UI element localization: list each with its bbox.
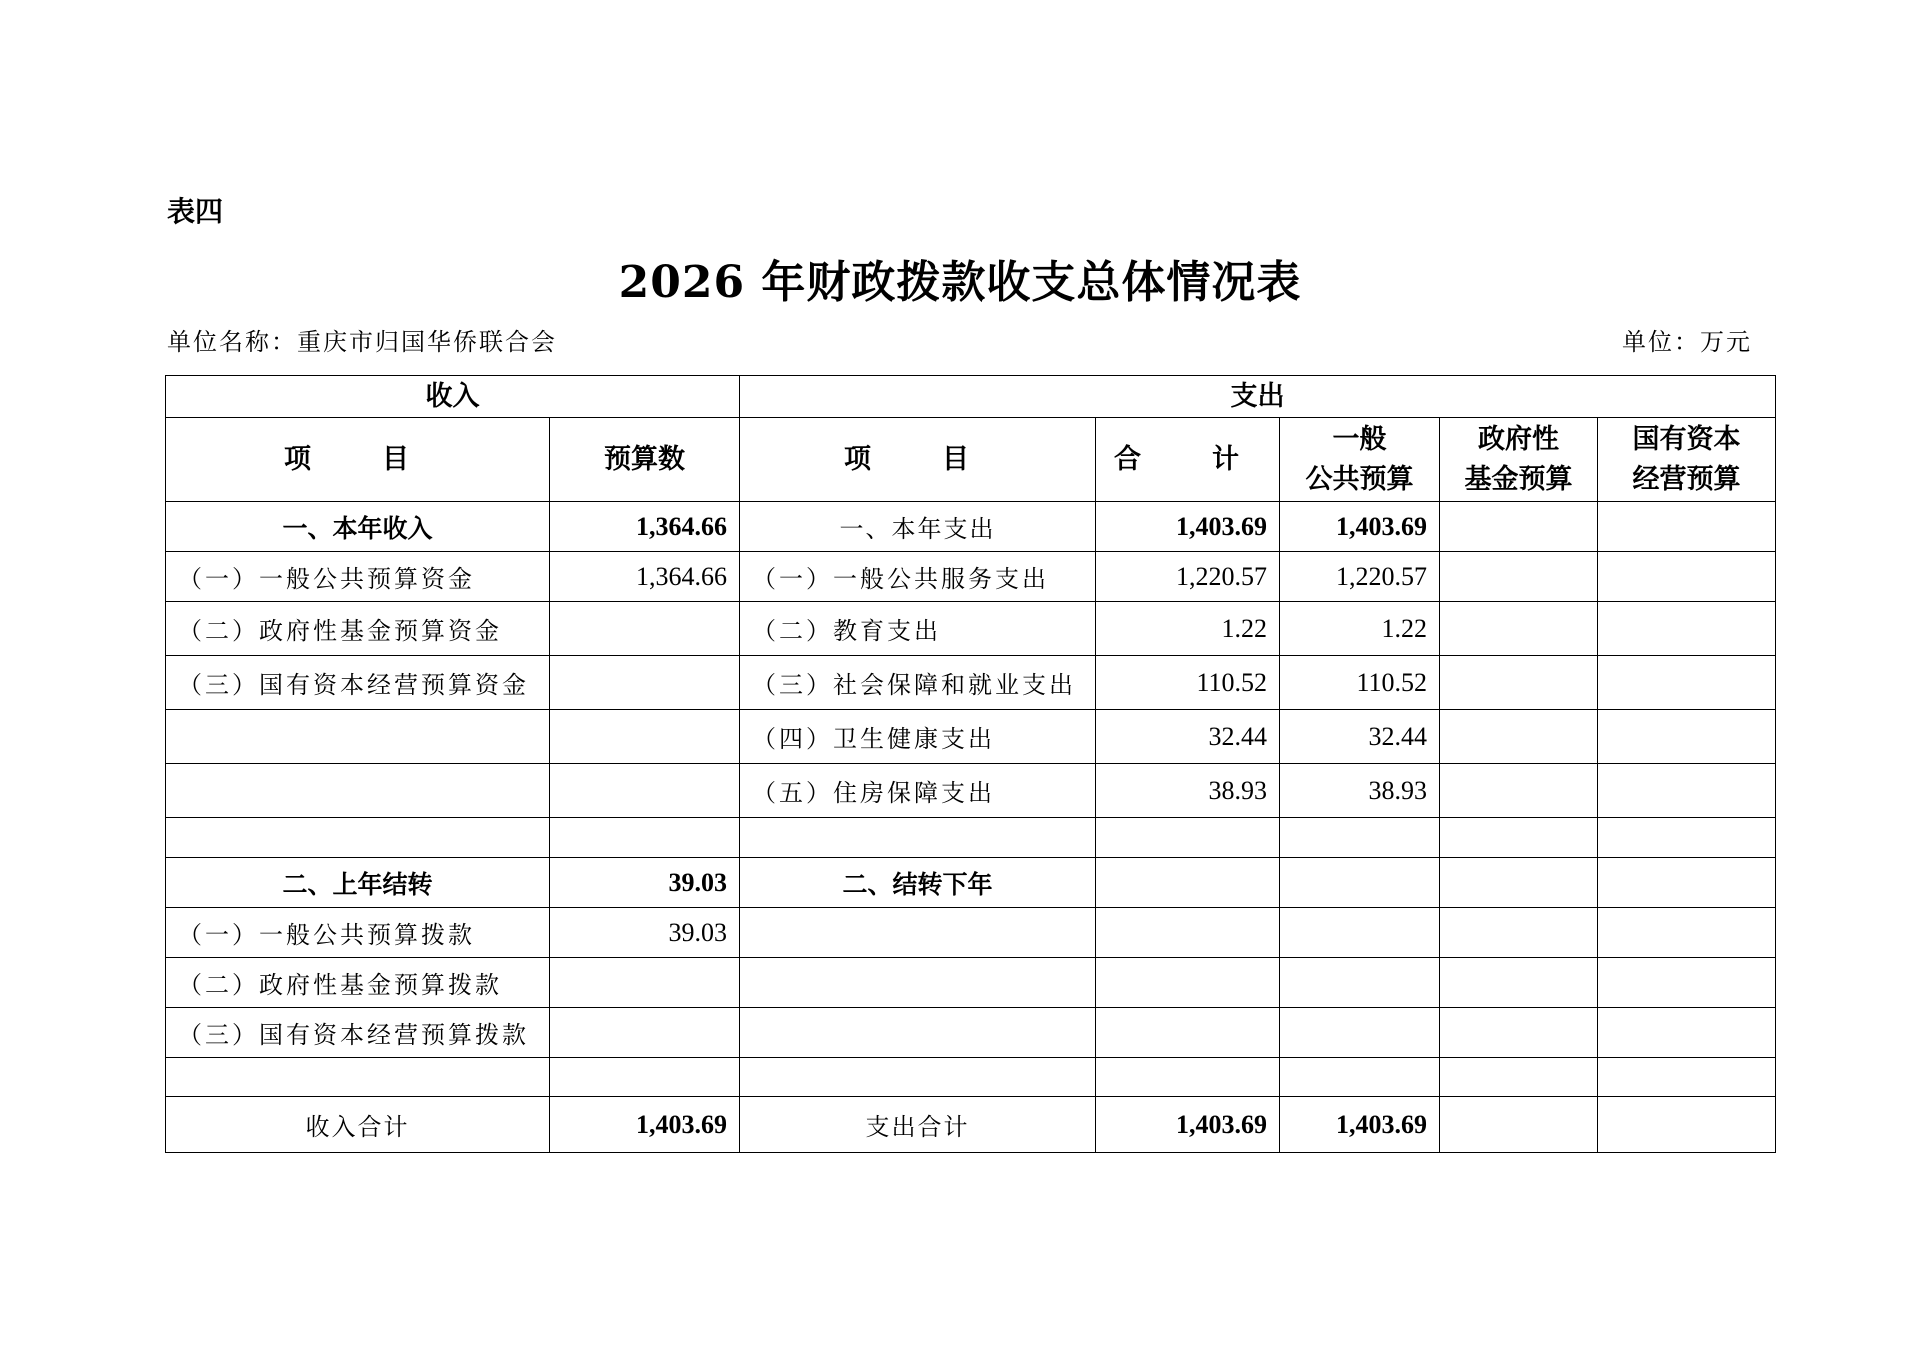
expense-item — [740, 1008, 1096, 1058]
income-amount — [550, 818, 740, 858]
expense-general — [1280, 1058, 1440, 1097]
income-item — [166, 1058, 550, 1097]
income-budget-header: 预算数 — [550, 418, 740, 502]
table-row — [166, 818, 1776, 858]
income-total-amount: 1,403.69 — [550, 1097, 740, 1153]
state-capital-header: 国有资本 经营预算 — [1598, 418, 1776, 502]
expense-general — [1280, 908, 1440, 958]
income-item — [166, 764, 550, 818]
table-row — [166, 710, 1776, 764]
expense-general: 38.93 — [1280, 764, 1440, 818]
income-item: 二、上年结转 — [166, 858, 550, 908]
expense-total: 1,220.57 — [1096, 552, 1280, 602]
income-amount — [550, 764, 740, 818]
expense-item: 一、本年支出 — [740, 502, 1096, 552]
header-row-1 — [166, 376, 1776, 418]
income-amount: 1,364.66 — [550, 502, 740, 552]
expense-fund — [1440, 1058, 1598, 1097]
table-row — [166, 1058, 1776, 1097]
expense-fund — [1440, 818, 1598, 858]
header-row-2 — [166, 418, 1776, 502]
expense-item — [740, 958, 1096, 1008]
income-item: （一）一般公共预算资金 — [166, 552, 550, 602]
expense-header: 支出 — [740, 376, 1776, 418]
table-row — [166, 858, 1776, 908]
expense-state — [1598, 908, 1776, 958]
income-item — [166, 710, 550, 764]
expense-general — [1280, 858, 1440, 908]
expense-fund — [1440, 1008, 1598, 1058]
expense-fund — [1440, 552, 1598, 602]
expense-total-header: 合 计 — [1096, 418, 1280, 502]
income-amount — [550, 656, 740, 710]
income-amount: 39.03 — [550, 858, 740, 908]
income-item: （二）政府性基金预算资金 — [166, 602, 550, 656]
expense-total — [1096, 1058, 1280, 1097]
expense-item — [740, 908, 1096, 958]
expense-state — [1598, 502, 1776, 552]
page-title: 2026 年财政拨款收支总体情况表 — [618, 257, 1302, 308]
expense-state — [1598, 552, 1776, 602]
expense-state — [1598, 764, 1776, 818]
expense-total-amount: 1,403.69 — [1096, 1097, 1280, 1153]
fund-budget-header: 政府性 基金预算 — [1440, 418, 1598, 502]
expense-general: 1.22 — [1280, 602, 1440, 656]
income-amount — [550, 1008, 740, 1058]
expense-general — [1280, 958, 1440, 1008]
table-row — [166, 1008, 1776, 1058]
expense-item — [740, 818, 1096, 858]
income-item: （二）政府性基金预算拨款 — [166, 958, 550, 1008]
budget-table — [165, 375, 1776, 1153]
expense-general — [1280, 818, 1440, 858]
total-row — [166, 1097, 1776, 1153]
general-budget-header: 一般 公共预算 — [1280, 418, 1440, 502]
expense-total — [1096, 818, 1280, 858]
income-amount: 39.03 — [550, 908, 740, 958]
table-label: 表四 — [167, 195, 224, 228]
expense-state — [1598, 1008, 1776, 1058]
expense-item: （二）教育支出 — [740, 602, 1096, 656]
expense-state — [1598, 818, 1776, 858]
expense-state — [1598, 958, 1776, 1008]
expense-general: 1,220.57 — [1280, 552, 1440, 602]
expense-total: 38.93 — [1096, 764, 1280, 818]
expense-item: （四）卫生健康支出 — [740, 710, 1096, 764]
expense-fund-total — [1440, 1097, 1598, 1153]
expense-fund — [1440, 502, 1598, 552]
expense-state — [1598, 858, 1776, 908]
income-amount — [550, 1058, 740, 1097]
expense-fund — [1440, 958, 1598, 1008]
expense-state — [1598, 710, 1776, 764]
income-item — [166, 818, 550, 858]
income-amount — [550, 958, 740, 1008]
expense-fund — [1440, 908, 1598, 958]
unit-name: 单位名称：重庆市归国华侨联合会 — [167, 328, 557, 356]
table-row — [166, 656, 1776, 710]
expense-fund — [1440, 764, 1598, 818]
income-header: 收入 — [166, 376, 740, 418]
expense-total — [1096, 958, 1280, 1008]
expense-total-label: 支出合计 — [740, 1097, 1096, 1153]
expense-general-total: 1,403.69 — [1280, 1097, 1440, 1153]
expense-total: 1.22 — [1096, 602, 1280, 656]
income-total-label: 收入合计 — [166, 1097, 550, 1153]
expense-state — [1598, 602, 1776, 656]
table-row — [166, 502, 1776, 552]
expense-item: 二、结转下年 — [740, 858, 1096, 908]
table-row — [166, 552, 1776, 602]
table-row — [166, 958, 1776, 1008]
expense-state — [1598, 656, 1776, 710]
income-item: 一、本年收入 — [166, 502, 550, 552]
expense-total: 32.44 — [1096, 710, 1280, 764]
expense-item: （三）社会保障和就业支出 — [740, 656, 1096, 710]
table-row — [166, 908, 1776, 958]
expense-fund — [1440, 858, 1598, 908]
expense-item: （五）住房保障支出 — [740, 764, 1096, 818]
table-row — [166, 764, 1776, 818]
expense-total — [1096, 1008, 1280, 1058]
unit-label: 单位：万元 — [1622, 328, 1752, 356]
income-amount — [550, 710, 740, 764]
table-row — [166, 602, 1776, 656]
expense-total: 110.52 — [1096, 656, 1280, 710]
income-item: （一）一般公共预算拨款 — [166, 908, 550, 958]
income-item: （三）国有资本经营预算拨款 — [166, 1008, 550, 1058]
expense-total — [1096, 908, 1280, 958]
expense-state-total — [1598, 1097, 1776, 1153]
expense-item-header: 项 目 — [740, 418, 1096, 502]
expense-total — [1096, 858, 1280, 908]
expense-fund — [1440, 710, 1598, 764]
expense-general — [1280, 1008, 1440, 1058]
income-amount: 1,364.66 — [550, 552, 740, 602]
expense-fund — [1440, 602, 1598, 656]
expense-item: （一）一般公共服务支出 — [740, 552, 1096, 602]
expense-state — [1598, 1058, 1776, 1097]
income-amount — [550, 602, 740, 656]
expense-general: 1,403.69 — [1280, 502, 1440, 552]
income-item: （三）国有资本经营预算资金 — [166, 656, 550, 710]
expense-general: 110.52 — [1280, 656, 1440, 710]
income-item-header: 项 目 — [166, 418, 550, 502]
expense-fund — [1440, 656, 1598, 710]
expense-item — [740, 1058, 1096, 1097]
expense-general: 32.44 — [1280, 710, 1440, 764]
expense-total: 1,403.69 — [1096, 502, 1280, 552]
